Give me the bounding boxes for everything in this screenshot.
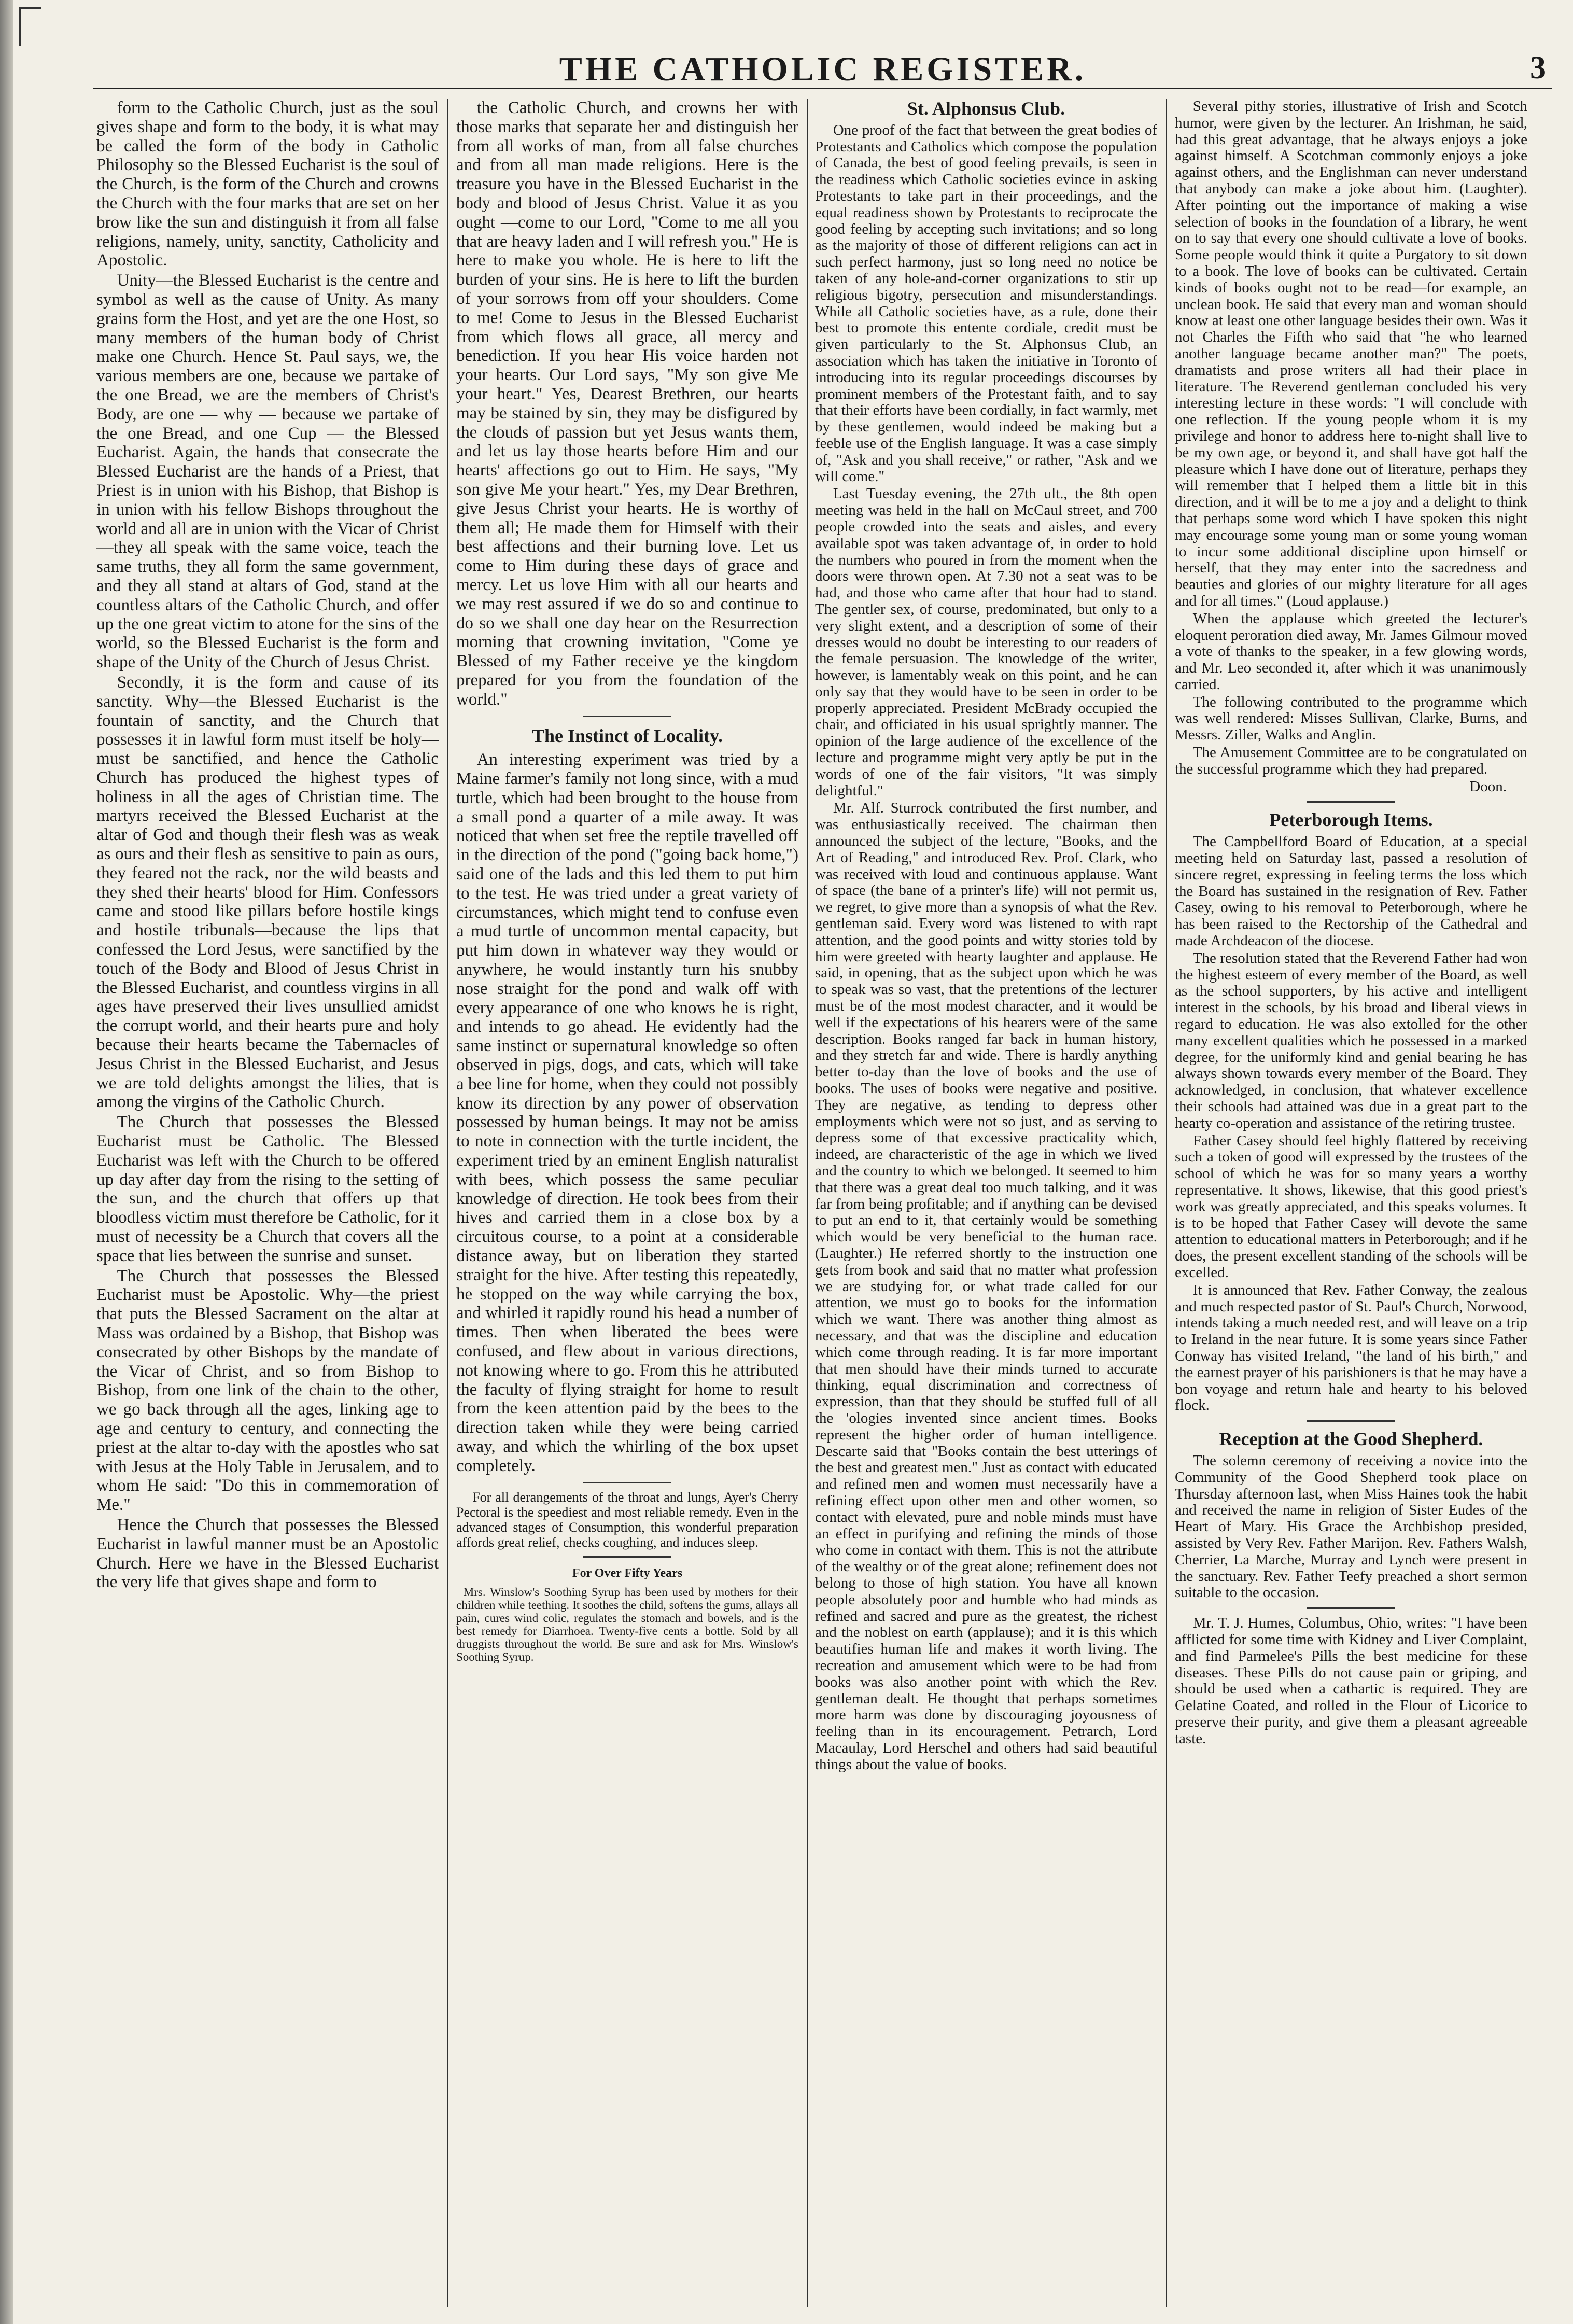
paragraph: the Catholic Church, and crowns her with those marks that separate her and distinguish her from all works of man, from all false churches and from all man made religions. Here is the treasure you have in the Blessed Eucharist in the body and blood of Jesus Christ. Value it as you ought —come to our Lord, "Come to me all you that are heavy laden and I will refresh you." He is here to make you whole. He is here to lift the burden of your sins. He is here to lift the burden of your sorrows from off your shoulders. Come to me! Come to Jesus in the Blessed Eucharist from which flows all grace, all mercy and benediction. If you hear His voice harden not your hearts. Our Lord says, "My son give Me your heart." Yes, Dearest Brethren, our hearts may be stained by sin, they may be disfigured by the clouds of passion but yet Jesus wants them, and let us lay those hearts before Him and our hearts' affections go out to Him. He says, "My son give Me your heart." Yes, my Dear Brethren, give Jesus Christ your hearts. He is worthy of them all; He made them for Himself with their best affections and their burning love. Let us come to Him during these days of grace and mercy. Let us love Him with all our hearts and we may rest assured if we do so and continue to do so we shall one day hear on the Resurrection morning that crowning invitation, "Come ye Blessed of my Father receive ye the kingdom prepared for you from the foundation of the world." [456,99,798,709]
paragraph: The Church that possesses the Blessed Eucharist must be Catholic. The Blessed Eucharist was left with the Church to be offered up day after day from the rising to the setting of the sun, and the church that offers up that bloodless victim must therefore be Catholic, for it must of necessity be a Church that covers all the space that lies between the sunrise and sunset. [96,1113,439,1265]
section-divider [1307,1607,1395,1609]
paragraph: It is announced that Rev. Father Conway, the zealous and much respected pastor of St. Paul's Church, Norwood, intends taking a much needed rest, and will leave on a trip to Ireland in the near future. It is some years since Father Conway has visited Ireland, "the land of his birth," and the earnest prayer of his parishioners is that he may have a bon voyage and return hale and hearty to his beloved flock. [1175,1281,1527,1414]
masthead [93,47,1552,90]
paragraph: One proof of the fact that between the great bodies of Protestants and Catholics which compose the population of Canada, the best of good feeling prevails, is seen in the readiness which Catholic societies evince in asking Protestants to take part in their proceedings, and the equal readiness shown by Protestants to reciprocate the good feeling by accepting such invitations; and so long as the majority of those of different religions can act in such perfect harmony, just so long need no notice be taken of any hole-and-corner organizations to stir up religious bigotry, persecution and misunderstandings. While all Catholic societies have, as a rule, done their best to promote this entente cordiale, credit must be given particularly to the St. Alphonsus Club, an association which has taken the initiative in Toronto of introducing into its regular proceedings discourses by prominent members of the Protestant faith, and to say that their efforts have been cordially, in fact warmly, met by these gentlemen, would indeed be making but a feeble use of the English language. It was a case simply of, "Ask and you shall receive," or rather, "Ask and we will come." [815,121,1157,485]
article-heading: St. Alphonsus Club. [907,99,1065,119]
paragraph: Secondly, it is the form and cause of its sanctity. Why—the Blessed Eucharist is the fountain of sanctity, and the Church that possesses it in lawful form must itself be holy—must be sanctified, and hence the Catholic Church has produced the highest types of holiness in all the ages of Christian time. The martyrs received the Blessed Eucharist at the altar of God and though their flesh was as weak as ours and their flesh as sensitive to pain as ours, they feared not the rack, nor the wild beasts and they shed their hearts' blood for Him. Confessors came and stood like pillars before hostile kings and hostile tribunals—because the lips that confessed the Lord Jesus, were sanctified by the touch of the Body and Blood of Jesus Christ in the Blessed Eucharist, and countless virgins in all ages have preserved their lives unsullied amidst the corrupt world, and their hearts pure and holy because their hearts became the Tabernacles of Jesus Christ in the Blessed Eucharist, and Jesus we are told delights amongst the lilies, that is among the virgins of the Catholic Church. [96,673,439,1112]
paragraph: When the applause which greeted the lecturer's eloquent peroration died away, Mr. James Gilmour moved a vote of thanks to the speaker, in a few glowing words, and Mr. Leo seconded it, after which it was unanimously carried. [1175,610,1527,693]
paragraph: Mr. Alf. Sturrock contributed the first number, and was enthusiastically received. The chairman then announced the subject of the lecture, "Books, and the Art of Reading," and introduced Rev. Prof. Clark, who was received with loud and continuous applause. Want of space (the bane of a printer's life) will not permit us, we regret, to give more than a synopsis of what the Rev. gentleman said. Every word was listened to with rapt attention, and the good points and witty stories told by him were greeted with hearty laughter and applause. He said, in opening, that as the subject upon which he was to speak was so vast, that the pretentions of the lecturer must be of the most modest character, and it would be well if the expectations of his hearers were of the same description. Books ranged far back in human history, and they stretch far and wide. There is hardly anything better to-day than the love of books and the use of books. The uses of books were negative and positive. They are negative, as tending to depress other employments which were not so just, and as serving to depress some of that excessive practicality which, indeed, are characteristic of the age in which we lived and the country to which we belonged. It seemed to him that there was a great deal too much talking, and it was far from being profitable; and if anything can be devised to put an end to it, that certainly would be something which would be very beneficial to the human race. (Laughter.) He referred shortly to the instruction one gets from book and said that no matter what profession we are studying for, or what trade called for our attention, we must go to books for the information which we want. There was another thing almost as necessary, and that was the discipline and education which come through reading. It is far more important that men should have their minds turned to accurate thinking, equal discrimination and correctness of expression, than that they should be stuffed full of all the 'ologies invented since ancient times. Books represent the higher order of human intelligence. Descarte said that "Books contain the best utterings of the best and greatest men." Just as contact with educated and refined men and women must necessarily have a refining effect upon other men and other women, so contact with elevated, pure and noble minds must have an effect in purifying and refining the minds of those who come in contact with them. This is not the attribute of the wealthy or of the great alone; refinement does not belong to those of high station. You have all known people absolutely poor and humble who had minds as refined and sacred and pure as the greatest, the richest and the noblest on earth (applause); and it is this which beautifies human life and makes it worth living. The recreation and amusement which were to be had from books was also another point with which the Rev. gentleman dealt. He thought that perhaps sometimes more harm was done by discouraging joyousness of feeling than in its encouragement. Petrarch, Lord Macaulay, Lord Herschel and others had said beautiful things about the value of books. [815,800,1157,1773]
paragraph: The solemn ceremony of receiving a novice into the Community of the Good Shepherd took place on Thursday afternoon last, when Miss Haines took the habit and received the name in religion of Sister Eudes of the Heart of Mary. His Grace the Archbishop presided, assisted by Very Rev. Father Marijon. Rev. Fathers Walsh, Cherrier, La Marche, Murray and Lynch were present in the sanctuary. Rev. Father Teefy preached a short sermon suitable to the occasion. [1175,1452,1527,1601]
section-divider [583,716,671,717]
article-heading: The Instinct of Locality. [531,725,723,746]
paragraph: Hence the Church that possesses the Blessed Eucharist in lawful manner must be an Apostolic Church. Here we have in the Blessed Eucharist the very life that gives shape and form to [96,1515,439,1592]
paragraph: The Campbellford Board of Education, at a special meeting held on Saturday last, passed a resolution of sincere regret, expressing in feeling terms the loss which the Board has sustained in the resignation of Rev. Father Casey, owing to his removal to Peterborough, where he has been raised to the Rectorship of the Cathedral and made Archdeacon of the diocese. [1175,833,1527,949]
paragraph: Father Casey should feel highly flattered by receiving such a token of good will expressed by the trustees of the school of which he was for so many years a worthy representative. It shows, likewise, that this good priest's work was greatly appreciated, and this speaks volumes. It is to be hoped that Father Casey will devote the same attention to educational matters in Peterborough; and if he does, the present excellent standing of the schools will be excelled. [1175,1132,1527,1281]
advertisement-heading: For Over Fifty Years [572,1566,683,1580]
section-divider [583,1482,671,1483]
advertisement: Mr. T. J. Humes, Columbus, Ohio, writes: "I have been afflicted for some time with Kidney and Liver Complaint, and find Parmelee's Pills the best medicine for these diseases. These Pills do not cause pain or griping, and should be used when a cathartic is required. They are Gelatine Coated, and rolled in the Flour of Licorice to preserve their purity, and give them a pleasant agreeable taste. [1175,1615,1527,1747]
section-divider [1307,1420,1395,1422]
advertisement: For all derangements of the throat and lungs, Ayer's Cherry Pectoral is the speediest and most reliable remedy. Even in the advanced stages of Consumption, this wonderful preparation affords great relief, checks coughing, and induces sleep. [456,1489,798,1550]
column-3 [815,99,1157,2307]
section-divider [583,1556,671,1558]
page-number: 3 [1530,50,1546,86]
paragraph: The Amusement Committee are to be congratulated on the successful programme which they had prepared. [1175,744,1527,777]
paragraph: Last Tuesday evening, the 27th ult., the 8th open meeting was held in the hall on McCaul street, and 700 people crowded into the seats and aisles, and every available spot was taken advantage of, in order to hold the numbers who poured in from the moment when the doors were thrown open. At 7.30 not a seat was to be had, and those who came after that hour had to stand. The gentler sex, of course, predominated, but only to a very slight extent, and a description of some of their dresses would no doubt be interesting to our readers of the female persuasion. The knowledge of the writer, however, is lamentably weak on this point, and he can only say that they would have to be seen in order to be properly appreciated. President McBrady occupied the chair, and officiated in his usual sprightly manner. The opinion of the large audience of the excellence of the lecture and programme might very aptly be put in the words of one of the fair visitors, "It was simply delightful." [815,485,1157,799]
column-rule [1166,99,1167,2307]
signature: Doon. [1469,778,1507,795]
paragraph: The Church that possesses the Blessed Eucharist must be Apostolic. Why—the priest that puts the Blessed Sacrament on the altar at Mass was ordained by a Bishop, that Bishop was consecrated by other Bishops by the mandate of the Vicar of Christ, and so from Bishop to Bishop, from one link of the chain to the other, we go back through all the ages, linking age to age and century to century, and connecting the priest at the altar to-day with the apostles who sat with Jesus at the Holy Table in Jerusalem, and to whom He said: "Do this in commemoration of Me." [96,1266,439,1515]
column-2 [456,99,798,2307]
paragraph: An interesting experiment was tried by a Maine farmer's family not long since, with a mud turtle, which had been brought to the house from a small pond a quarter of a mile away. It was noticed that when set free the reptile travelled off in the direction of the pond ("going back home,") said one of the lads and this led them to put him to the test. He was tried under a great variety of circumstances, which might tend to confuse even a mud turtle of uncommon mental capacity, but put him down in whatever way they would or anywhere, he would instantly turn his snubby nose straight for the pond and walk off with every appearance of one who knows he is right, and intends to go ahead. He evidently had the same instinct or supernatural knowledge so often observed in pigs, dogs, and cats, which will take a bee line for home, when they could not possibly know its direction by any power of observation possessed by human beings. It may not be amiss to note in connection with the turtle incident, the experiment tried by an eminent English naturalist with bees, which possess the same peculiar knowledge of direction. He took bees from their hives and carried them in a close box by a circuitous course, to a point at a considerable distance away, but on liberation they started straight for the hive. After testing this repeatedly, he stopped on the way while carrying the box, and whirled it rapidly round his head a number of times. Then when liberated the bees were confused, and flew about in various directions, not knowing where to go. From this he attributed the faculty of flying straight for home to result from the keen attention paid by the bees to the direction taken while they were being carried away, and which the whirling of the box upset completely. [456,750,798,1475]
column-rule [447,99,448,2307]
scan-edge [0,0,13,2324]
paragraph: Several pithy stories, illustrative of Irish and Scotch humor, were given by the lecturer. An Irishman, he said, had this great advantage, that he always enjoys a joke against himself. A Scotchman commonly enjoys a joke against others, and the Englishman can never understand that anybody can make a joke about him. (Laughter). After pointing out the importance of making a wise selection of books in the foundation of a library, he went on to say that every one should cultivate a love of books. Some people would think it quite a Purgatory to sit down to a book. The love of books can be cultivated. Certain kinds of books ought not to be read—for example, an unclean book. He said that every man and woman should know at least one other language besides their own. Was it not Charles the Fifth who said that "he who learned another language became another man?" The poets, dramatists and prose writers all had their place in literature. The Reverend gentleman concluded his very interesting lecture in these words: "I will conclude with one reflection. If the young people whom it is my privilege and honor to address here to-night shall live to be my own age, or beyond it, and shall have got half the pleasure which I have done out of literature, perhaps they will remember that I helped them a little bit in this direction, and it will be to me a joy and a delight to think that perhaps some word which I have spoken this night may encourage some young man or some young woman to incur some additional discipline upon himself or herself, that they may enter into the sacredness and beauties and glories of our mighty literature for all ages and for all times." (Loud applause.) [1175,99,1527,609]
article-heading: Peterborough Items. [1269,809,1433,831]
column-rule [807,99,808,2307]
paragraph: The following contributed to the programme which was well rendered: Misses Sullivan, Clarke, Burns, and Messrs. Ziller, Walks and Anglin. [1175,693,1527,744]
column-4 [1175,99,1527,2307]
advertisement: Mrs. Winslow's Soothing Syrup has been used by mothers for their children while teething. It soothes the child, softens the gums, allays all pain, cures wind colic, regulates the stomach and bowels, and is the best remedy for Diarrhoea. Twenty-five cents a bottle. Sold by all druggists throughout the world. Be sure and ask for Mrs. Winslow's Soothing Syrup. [456,1586,798,1664]
column-1 [96,99,439,2307]
paragraph: Unity—the Blessed Eucharist is the centre and symbol as well as the cause of Unity. As many grains form the Host, and yet are the one Host, so many members of the human body of Christ make one Church. Hence St. Paul says, we, the various members are one, because we partake of the one Bread, we are the members of Christ's Body, are one — why — because we partake of the one Bread, and one Cup — the Blessed Eucharist. Again, the hands that consecrate the Blessed Eucharist are the hands of a Priest, that Priest is in union with his Bishop, that Bishop is in union with his fellow Bishops throughout the world and all are in union with the Vicar of Christ —they all speak with the same voice, teach the same truths, they all form the same government, and they all stand at altars of God, stand at the countless altars of the Catholic Church, and offer up the one great victim to atone for the sins of the world, so the Blessed Eucharist is the form and shape of the Unity of the Church of Jesus Christ. [96,271,439,672]
section-divider [1307,801,1395,803]
article-heading: Reception at the Good Shepherd. [1219,1429,1483,1450]
corner-mark [19,7,41,46]
paragraph: form to the Catholic Church, just as the soul gives shape and form to the body, it is what may be called the form of the body in Catholic Philosophy so the Blessed Eucharist is the soul of the Church, is the form of the Church and crowns the Church with the four marks that are set on her brow like the sun and distinguish it from all false religions, namely, unity, sanctity, Catholicity and Apostolic. [96,99,439,270]
paragraph: The resolution stated that the Reverend Father had won the highest esteem of every member of the Board, as well as the school supporters, by his active and intelligent interest in the schools, by his broad and liberal views in regard to education. He was also extolled for the other many excellent qualities which he possessed in a marked degree, for the uniformly kind and genial bearing he has always shown towards every member of the Board. They acknowledged, in conclusion, that whatever excellence their schools had attained was due in a great part to the hearty co-operation and assistance of the retiring trustee. [1175,949,1527,1131]
page-title: THE CATHOLIC REGISTER. [559,50,1087,88]
